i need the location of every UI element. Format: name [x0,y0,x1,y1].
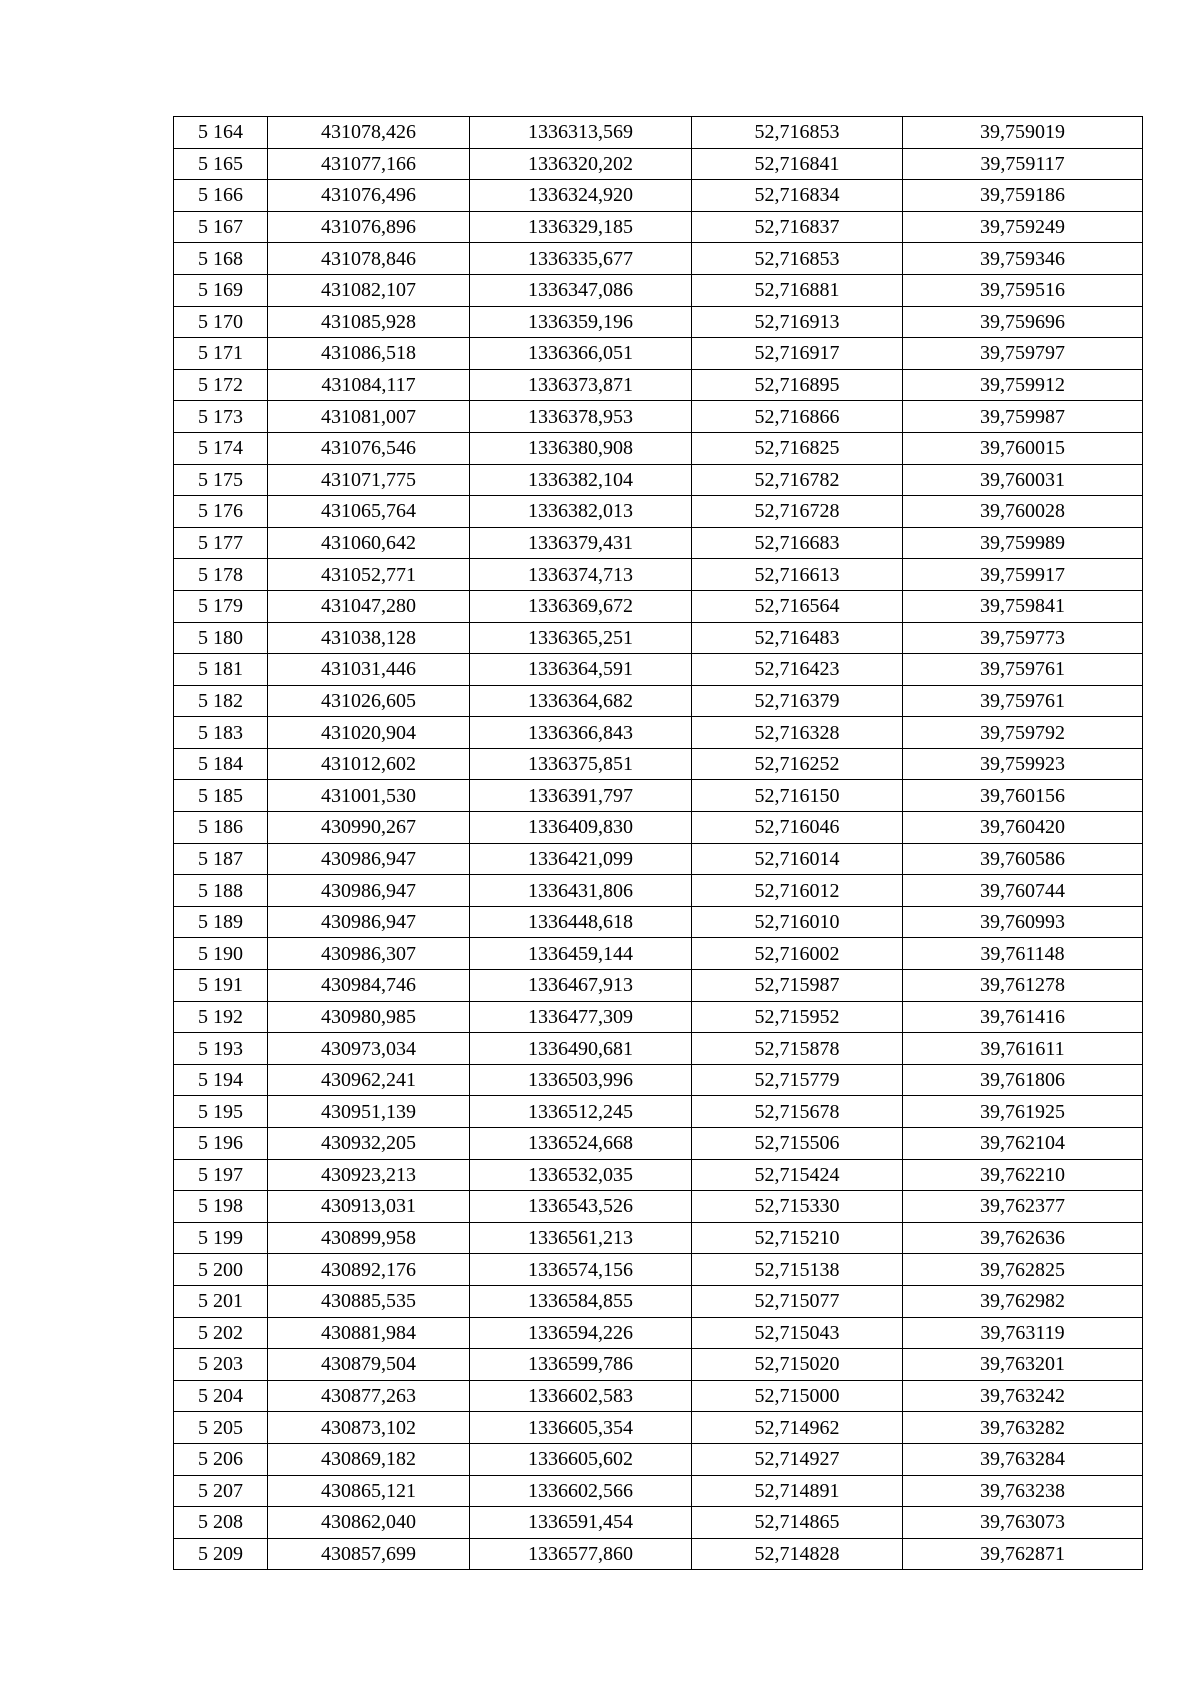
x-coordinate-cell: 431084,117 [268,369,470,401]
y-coordinate-cell: 1336490,681 [470,1033,692,1065]
y-coordinate-cell: 1336594,226 [470,1317,692,1349]
y-coordinate-cell: 1336448,618 [470,906,692,938]
table-row [174,1349,1143,1381]
latitude-cell: 52,715678 [692,1096,903,1128]
point-number-cell: 5 178 [174,559,268,591]
point-number-cell: 5 166 [174,180,268,212]
longitude-cell: 39,763282 [903,1412,1143,1444]
x-coordinate-cell: 431086,518 [268,338,470,370]
x-coordinate-cell: 431060,642 [268,527,470,559]
longitude-cell: 39,762982 [903,1285,1143,1317]
longitude-cell: 39,759841 [903,590,1143,622]
longitude-cell: 39,762825 [903,1254,1143,1286]
table-row [174,1191,1143,1223]
x-coordinate-cell: 430873,102 [268,1412,470,1444]
x-coordinate-cell: 430962,241 [268,1064,470,1096]
latitude-cell: 52,716853 [692,243,903,275]
longitude-cell: 39,759773 [903,622,1143,654]
table-row [174,622,1143,654]
x-coordinate-cell: 430885,535 [268,1285,470,1317]
y-coordinate-cell: 1336605,602 [470,1443,692,1475]
table-row [174,401,1143,433]
y-coordinate-cell: 1336421,099 [470,843,692,875]
longitude-cell: 39,760586 [903,843,1143,875]
table-row [174,1507,1143,1539]
longitude-cell: 39,759117 [903,148,1143,180]
y-coordinate-cell: 1336599,786 [470,1349,692,1381]
point-number-cell: 5 190 [174,938,268,970]
point-number-cell: 5 191 [174,970,268,1002]
table-row [174,843,1143,875]
table-row [174,369,1143,401]
point-number-cell: 5 183 [174,717,268,749]
table-row [174,306,1143,338]
table-row [174,1254,1143,1286]
table-row [174,1380,1143,1412]
point-number-cell: 5 196 [174,1128,268,1160]
longitude-cell: 39,759761 [903,685,1143,717]
latitude-cell: 52,715506 [692,1128,903,1160]
longitude-cell: 39,760028 [903,496,1143,528]
longitude-cell: 39,762104 [903,1128,1143,1160]
x-coordinate-cell: 431076,546 [268,432,470,464]
longitude-cell: 39,759346 [903,243,1143,275]
x-coordinate-cell: 430869,182 [268,1443,470,1475]
longitude-cell: 39,762871 [903,1538,1143,1570]
y-coordinate-cell: 1336313,569 [470,117,692,149]
x-coordinate-cell: 430990,267 [268,812,470,844]
table-row [174,1128,1143,1160]
table-row [174,1064,1143,1096]
latitude-cell: 52,716782 [692,464,903,496]
longitude-cell: 39,759912 [903,369,1143,401]
table-row [174,1538,1143,1570]
x-coordinate-cell: 431085,928 [268,306,470,338]
latitude-cell: 52,716328 [692,717,903,749]
point-number-cell: 5 179 [174,590,268,622]
longitude-cell: 39,763242 [903,1380,1143,1412]
point-number-cell: 5 197 [174,1159,268,1191]
table-row [174,717,1143,749]
table-row [174,970,1143,1002]
x-coordinate-cell: 431065,764 [268,496,470,528]
y-coordinate-cell: 1336366,843 [470,717,692,749]
longitude-cell: 39,759792 [903,717,1143,749]
y-coordinate-cell: 1336477,309 [470,1001,692,1033]
latitude-cell: 52,716913 [692,306,903,338]
x-coordinate-cell: 431001,530 [268,780,470,812]
point-number-cell: 5 174 [174,432,268,464]
point-number-cell: 5 193 [174,1033,268,1065]
table-row [174,559,1143,591]
x-coordinate-cell: 431038,128 [268,622,470,654]
y-coordinate-cell: 1336364,591 [470,654,692,686]
y-coordinate-cell: 1336584,855 [470,1285,692,1317]
coordinates-table-body [174,117,1143,1570]
x-coordinate-cell: 430857,699 [268,1538,470,1570]
x-coordinate-cell: 430879,504 [268,1349,470,1381]
x-coordinate-cell: 430986,307 [268,938,470,970]
latitude-cell: 52,716837 [692,211,903,243]
y-coordinate-cell: 1336369,672 [470,590,692,622]
y-coordinate-cell: 1336365,251 [470,622,692,654]
latitude-cell: 52,715043 [692,1317,903,1349]
longitude-cell: 39,763284 [903,1443,1143,1475]
latitude-cell: 52,715952 [692,1001,903,1033]
x-coordinate-cell: 431020,904 [268,717,470,749]
table-row [174,496,1143,528]
longitude-cell: 39,761416 [903,1001,1143,1033]
point-number-cell: 5 186 [174,812,268,844]
latitude-cell: 52,716010 [692,906,903,938]
y-coordinate-cell: 1336577,860 [470,1538,692,1570]
coordinates-table [173,116,1143,1570]
y-coordinate-cell: 1336335,677 [470,243,692,275]
y-coordinate-cell: 1336391,797 [470,780,692,812]
longitude-cell: 39,761148 [903,938,1143,970]
point-number-cell: 5 207 [174,1475,268,1507]
longitude-cell: 39,759186 [903,180,1143,212]
table-row [174,432,1143,464]
point-number-cell: 5 202 [174,1317,268,1349]
point-number-cell: 5 164 [174,117,268,149]
x-coordinate-cell: 430984,746 [268,970,470,1002]
point-number-cell: 5 184 [174,748,268,780]
x-coordinate-cell: 430986,947 [268,875,470,907]
x-coordinate-cell: 430986,947 [268,843,470,875]
x-coordinate-cell: 431071,775 [268,464,470,496]
point-number-cell: 5 171 [174,338,268,370]
latitude-cell: 52,716423 [692,654,903,686]
latitude-cell: 52,716564 [692,590,903,622]
longitude-cell: 39,763119 [903,1317,1143,1349]
longitude-cell: 39,760993 [903,906,1143,938]
y-coordinate-cell: 1336459,144 [470,938,692,970]
latitude-cell: 52,715987 [692,970,903,1002]
x-coordinate-cell: 431031,446 [268,654,470,686]
longitude-cell: 39,759516 [903,274,1143,306]
x-coordinate-cell: 430899,958 [268,1222,470,1254]
longitude-cell: 39,763201 [903,1349,1143,1381]
table-row [174,1443,1143,1475]
point-number-cell: 5 173 [174,401,268,433]
table-row [174,1222,1143,1254]
x-coordinate-cell: 430865,121 [268,1475,470,1507]
table-row [174,906,1143,938]
x-coordinate-cell: 430986,947 [268,906,470,938]
y-coordinate-cell: 1336347,086 [470,274,692,306]
latitude-cell: 52,716002 [692,938,903,970]
table-row [174,875,1143,907]
latitude-cell: 52,715878 [692,1033,903,1065]
latitude-cell: 52,716483 [692,622,903,654]
point-number-cell: 5 167 [174,211,268,243]
longitude-cell: 39,760744 [903,875,1143,907]
x-coordinate-cell: 430973,034 [268,1033,470,1065]
x-coordinate-cell: 431052,771 [268,559,470,591]
point-number-cell: 5 175 [174,464,268,496]
longitude-cell: 39,762210 [903,1159,1143,1191]
point-number-cell: 5 172 [174,369,268,401]
latitude-cell: 52,715020 [692,1349,903,1381]
y-coordinate-cell: 1336320,202 [470,148,692,180]
longitude-cell: 39,759761 [903,654,1143,686]
latitude-cell: 52,715330 [692,1191,903,1223]
longitude-cell: 39,761806 [903,1064,1143,1096]
point-number-cell: 5 206 [174,1443,268,1475]
table-row [174,1096,1143,1128]
latitude-cell: 52,715000 [692,1380,903,1412]
y-coordinate-cell: 1336543,526 [470,1191,692,1223]
x-coordinate-cell: 431076,496 [268,180,470,212]
latitude-cell: 52,716012 [692,875,903,907]
latitude-cell: 52,716252 [692,748,903,780]
longitude-cell: 39,762377 [903,1191,1143,1223]
point-number-cell: 5 181 [174,654,268,686]
latitude-cell: 52,716613 [692,559,903,591]
point-number-cell: 5 165 [174,148,268,180]
y-coordinate-cell: 1336374,713 [470,559,692,591]
point-number-cell: 5 192 [174,1001,268,1033]
longitude-cell: 39,759989 [903,527,1143,559]
latitude-cell: 52,716895 [692,369,903,401]
latitude-cell: 52,716728 [692,496,903,528]
latitude-cell: 52,716046 [692,812,903,844]
longitude-cell: 39,760156 [903,780,1143,812]
y-coordinate-cell: 1336503,996 [470,1064,692,1096]
point-number-cell: 5 208 [174,1507,268,1539]
point-number-cell: 5 209 [174,1538,268,1570]
longitude-cell: 39,759019 [903,117,1143,149]
point-number-cell: 5 200 [174,1254,268,1286]
point-number-cell: 5 170 [174,306,268,338]
longitude-cell: 39,761278 [903,970,1143,1002]
longitude-cell: 39,759923 [903,748,1143,780]
longitude-cell: 39,760420 [903,812,1143,844]
point-number-cell: 5 187 [174,843,268,875]
x-coordinate-cell: 431078,846 [268,243,470,275]
point-number-cell: 5 180 [174,622,268,654]
y-coordinate-cell: 1336329,185 [470,211,692,243]
x-coordinate-cell: 430862,040 [268,1507,470,1539]
table-row [174,148,1143,180]
longitude-cell: 39,759797 [903,338,1143,370]
latitude-cell: 52,714865 [692,1507,903,1539]
point-number-cell: 5 185 [174,780,268,812]
latitude-cell: 52,715424 [692,1159,903,1191]
y-coordinate-cell: 1336512,245 [470,1096,692,1128]
longitude-cell: 39,763073 [903,1507,1143,1539]
point-number-cell: 5 169 [174,274,268,306]
longitude-cell: 39,763238 [903,1475,1143,1507]
point-number-cell: 5 203 [174,1349,268,1381]
table-row [174,180,1143,212]
latitude-cell: 52,716866 [692,401,903,433]
latitude-cell: 52,714891 [692,1475,903,1507]
longitude-cell: 39,759987 [903,401,1143,433]
y-coordinate-cell: 1336324,920 [470,180,692,212]
x-coordinate-cell: 431077,166 [268,148,470,180]
table-row [174,812,1143,844]
longitude-cell: 39,761925 [903,1096,1143,1128]
latitude-cell: 52,716841 [692,148,903,180]
latitude-cell: 52,715077 [692,1285,903,1317]
y-coordinate-cell: 1336382,104 [470,464,692,496]
point-number-cell: 5 205 [174,1412,268,1444]
table-row [174,338,1143,370]
latitude-cell: 52,715779 [692,1064,903,1096]
table-row [174,1033,1143,1065]
y-coordinate-cell: 1336373,871 [470,369,692,401]
latitude-cell: 52,715138 [692,1254,903,1286]
x-coordinate-cell: 431081,007 [268,401,470,433]
y-coordinate-cell: 1336375,851 [470,748,692,780]
point-number-cell: 5 182 [174,685,268,717]
table-row [174,748,1143,780]
point-number-cell: 5 194 [174,1064,268,1096]
point-number-cell: 5 195 [174,1096,268,1128]
point-number-cell: 5 199 [174,1222,268,1254]
table-row [174,211,1143,243]
latitude-cell: 52,714962 [692,1412,903,1444]
y-coordinate-cell: 1336591,454 [470,1507,692,1539]
point-number-cell: 5 198 [174,1191,268,1223]
latitude-cell: 52,714927 [692,1443,903,1475]
latitude-cell: 52,716014 [692,843,903,875]
x-coordinate-cell: 430951,139 [268,1096,470,1128]
x-coordinate-cell: 430932,205 [268,1128,470,1160]
y-coordinate-cell: 1336561,213 [470,1222,692,1254]
x-coordinate-cell: 431076,896 [268,211,470,243]
y-coordinate-cell: 1336382,013 [470,496,692,528]
latitude-cell: 52,716825 [692,432,903,464]
y-coordinate-cell: 1336532,035 [470,1159,692,1191]
longitude-cell: 39,759696 [903,306,1143,338]
y-coordinate-cell: 1336574,156 [470,1254,692,1286]
table-row [174,1285,1143,1317]
x-coordinate-cell: 431047,280 [268,590,470,622]
x-coordinate-cell: 430881,984 [268,1317,470,1349]
table-row [174,464,1143,496]
point-number-cell: 5 188 [174,875,268,907]
longitude-cell: 39,760031 [903,464,1143,496]
y-coordinate-cell: 1336602,566 [470,1475,692,1507]
table-row [174,1001,1143,1033]
table-row [174,243,1143,275]
longitude-cell: 39,761611 [903,1033,1143,1065]
y-coordinate-cell: 1336524,668 [470,1128,692,1160]
y-coordinate-cell: 1336467,913 [470,970,692,1002]
table-row [174,685,1143,717]
y-coordinate-cell: 1336378,953 [470,401,692,433]
table-row [174,1317,1143,1349]
point-number-cell: 5 177 [174,527,268,559]
latitude-cell: 52,715210 [692,1222,903,1254]
table-row [174,654,1143,686]
latitude-cell: 52,716379 [692,685,903,717]
x-coordinate-cell: 430923,213 [268,1159,470,1191]
y-coordinate-cell: 1336379,431 [470,527,692,559]
point-number-cell: 5 168 [174,243,268,275]
x-coordinate-cell: 431026,605 [268,685,470,717]
x-coordinate-cell: 430877,263 [268,1380,470,1412]
table-row [174,274,1143,306]
point-number-cell: 5 201 [174,1285,268,1317]
x-coordinate-cell: 431012,602 [268,748,470,780]
y-coordinate-cell: 1336359,196 [470,306,692,338]
longitude-cell: 39,762636 [903,1222,1143,1254]
latitude-cell: 52,716917 [692,338,903,370]
y-coordinate-cell: 1336605,354 [470,1412,692,1444]
x-coordinate-cell: 430892,176 [268,1254,470,1286]
table-row [174,1475,1143,1507]
longitude-cell: 39,760015 [903,432,1143,464]
table-row [174,590,1143,622]
latitude-cell: 52,716834 [692,180,903,212]
y-coordinate-cell: 1336602,583 [470,1380,692,1412]
table-row [174,527,1143,559]
y-coordinate-cell: 1336380,908 [470,432,692,464]
y-coordinate-cell: 1336431,806 [470,875,692,907]
longitude-cell: 39,759917 [903,559,1143,591]
table-row [174,117,1143,149]
latitude-cell: 52,716853 [692,117,903,149]
latitude-cell: 52,716150 [692,780,903,812]
longitude-cell: 39,759249 [903,211,1143,243]
table-row [174,938,1143,970]
latitude-cell: 52,714828 [692,1538,903,1570]
point-number-cell: 5 176 [174,496,268,528]
latitude-cell: 52,716683 [692,527,903,559]
x-coordinate-cell: 431082,107 [268,274,470,306]
point-number-cell: 5 204 [174,1380,268,1412]
y-coordinate-cell: 1336366,051 [470,338,692,370]
latitude-cell: 52,716881 [692,274,903,306]
table-row [174,1412,1143,1444]
x-coordinate-cell: 430913,031 [268,1191,470,1223]
table-row [174,780,1143,812]
table-row [174,1159,1143,1191]
point-number-cell: 5 189 [174,906,268,938]
y-coordinate-cell: 1336409,830 [470,812,692,844]
x-coordinate-cell: 431078,426 [268,117,470,149]
y-coordinate-cell: 1336364,682 [470,685,692,717]
x-coordinate-cell: 430980,985 [268,1001,470,1033]
